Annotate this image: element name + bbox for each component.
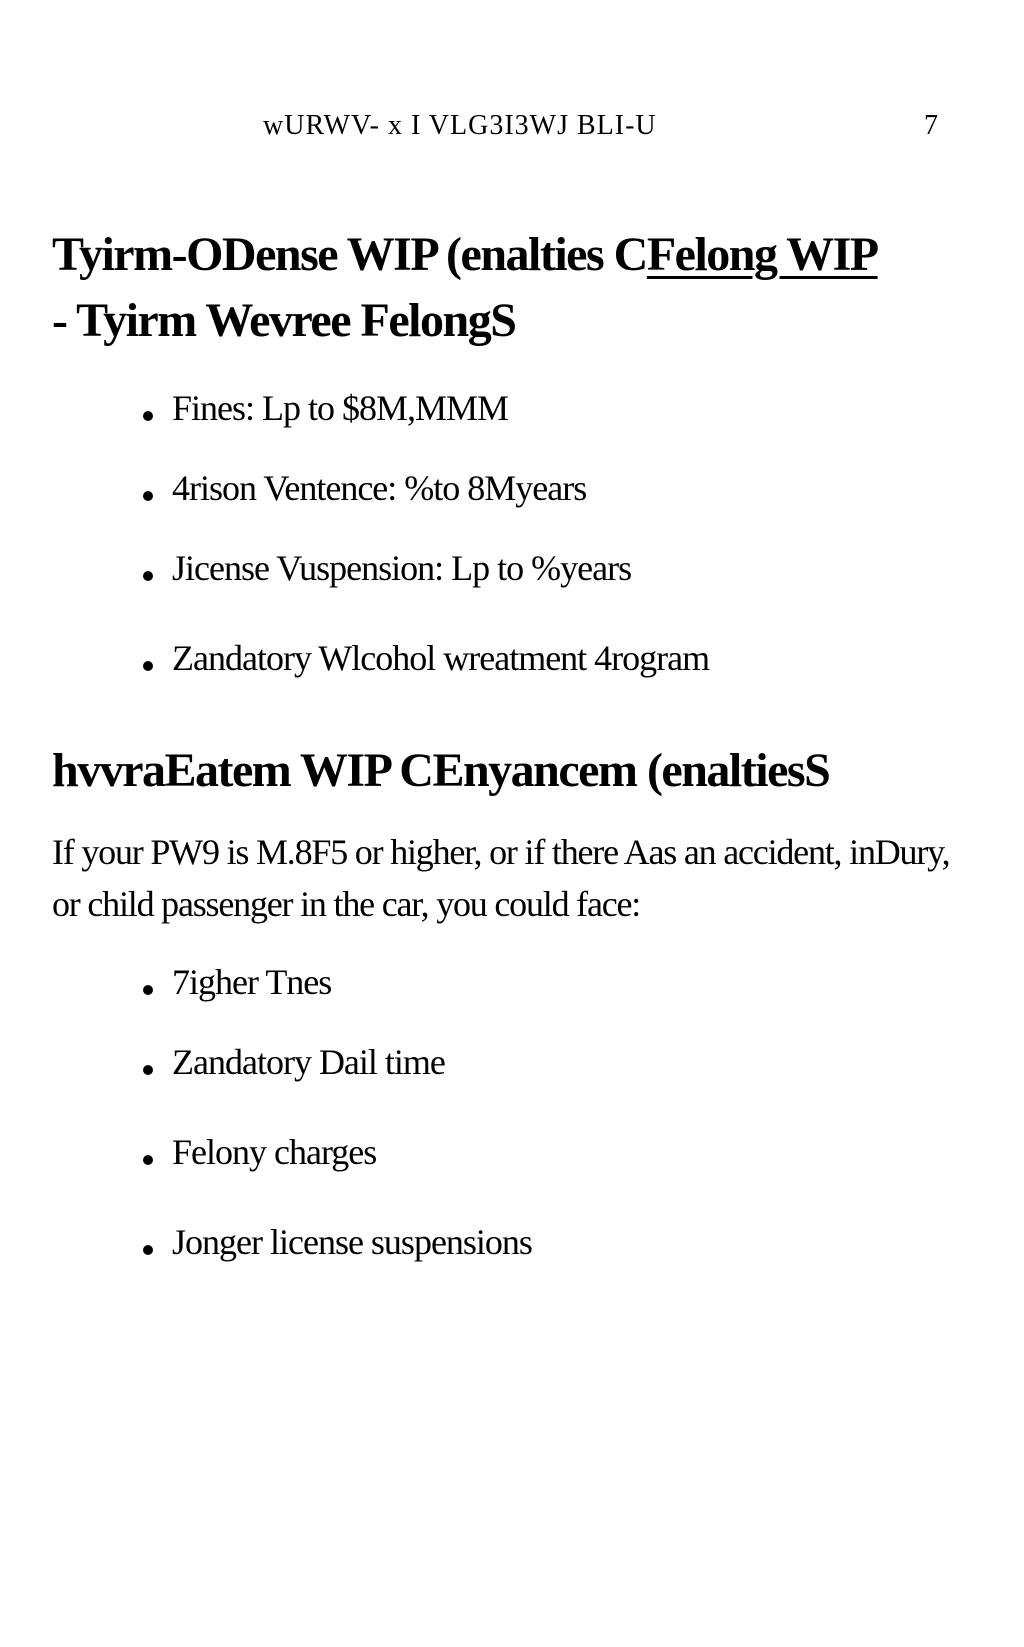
section-one-title-part2: - Tyirm Wevree FelongS (52, 294, 516, 347)
list-item: Jicense Vuspension: Lp to %years (172, 546, 952, 590)
page-number: 7 (924, 110, 938, 141)
list-item: Felony charges (172, 1130, 952, 1174)
page-content (52, 222, 952, 1300)
list-item: Jonger license suspensions (172, 1220, 952, 1264)
section-one-title-part1: Tyirm-ODense WIP (enalties C (52, 228, 647, 281)
section-one-title-underlined: Felong WIP (646, 228, 878, 281)
section-two-intro: If your PW9 is M.8F5 or higher, or if there Aas an accident, inDury, or child passenger in the car, you could face: (52, 832, 950, 924)
list-item: Zandatory Dail time (172, 1040, 952, 1084)
penalties-list (52, 386, 952, 680)
list-item: 7igher Tnes (172, 960, 952, 1004)
section-one-title (52, 222, 952, 354)
list-item: Zandatory Wlcohol wreatment 4rogram (172, 636, 952, 680)
section-two-title: hvvraEatem WIP CEnyancem (enaltiesS (52, 744, 830, 797)
running-header: wURWV- x I VLG3I3WJ BLI-U (263, 110, 657, 141)
list-item: Fines: Lp to $8M,MMM (172, 386, 952, 430)
list-item: 4rison Ventence: %to 8Myears (172, 466, 952, 510)
enhanced-penalties-list (52, 960, 952, 1264)
